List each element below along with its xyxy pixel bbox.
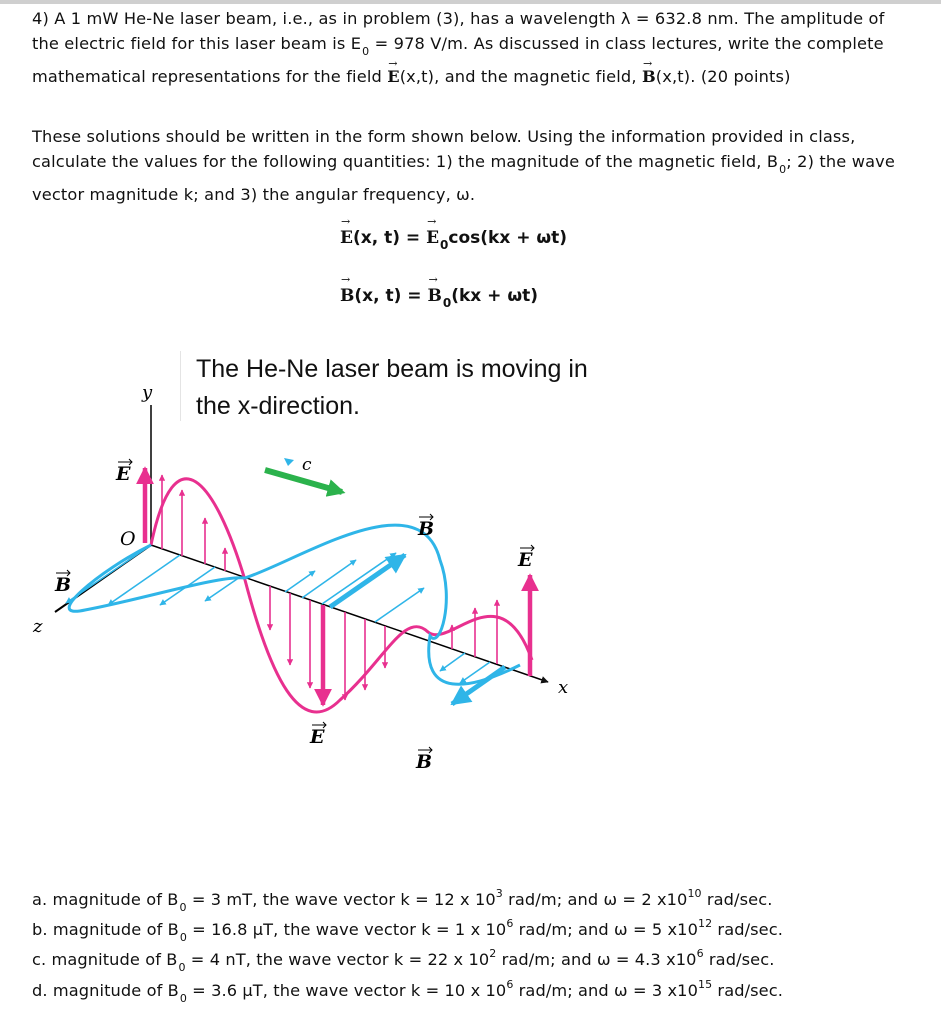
c-s2: 6 xyxy=(696,947,704,960)
b-vector-main-top xyxy=(330,555,405,607)
c-s1: 2 xyxy=(489,947,497,960)
eq2-b-symbol: → B xyxy=(340,286,354,306)
label-b-left: B xyxy=(55,574,72,596)
em-wave-diagram xyxy=(0,370,941,790)
direction-note: The He-Ne laser beam is moving in the x-direction. xyxy=(196,355,588,420)
label-e-right: E xyxy=(518,549,533,571)
instructions-text-1: These solutions should be written in the form shown below. Using the information provided in class, calculate the values for the following quantities: 1) the magnitude of the magnetic field, B xyxy=(32,127,856,171)
c-sub: 0 xyxy=(178,961,186,974)
label-e-bottom: E xyxy=(310,726,325,748)
label-z: z xyxy=(33,616,43,637)
d-t2: rad/m; and ω = 3 x10 xyxy=(513,981,698,1000)
answer-option-b[interactable] xyxy=(32,917,932,944)
a-t2: rad/m; and ω = 2 x10 xyxy=(502,890,688,909)
d-s1: 6 xyxy=(506,978,514,991)
d-label: d. magnitude of B xyxy=(32,981,179,1000)
b-s1: 6 xyxy=(506,917,514,930)
problem-text-3: (x,t), and the magnetic field, xyxy=(399,67,642,86)
answer-option-c[interactable] xyxy=(32,947,932,974)
c-label: c. magnitude of B xyxy=(32,950,178,969)
a-label: a. magnitude of B xyxy=(32,890,179,909)
b-s2: 12 xyxy=(697,917,713,930)
b0-subscript: 0 xyxy=(779,163,787,176)
d-t3: rad/sec. xyxy=(712,981,783,1000)
eq1-e-symbol: → E xyxy=(340,228,353,248)
eq1-tail: cos(kx + ωt) xyxy=(448,228,568,248)
a-sub: 0 xyxy=(179,901,187,914)
c-t3: rad/sec. xyxy=(703,950,775,969)
a-t3: rad/sec. xyxy=(701,890,773,909)
a-s2: 10 xyxy=(687,887,702,900)
electric-field-equation xyxy=(340,228,567,252)
problem-text-1: 4) A 1 mW He-Ne laser beam, i.e., as in problem (3), has a wavelength λ = 632.8 nm. The amplitude of the electric field for this laser beam is E xyxy=(32,9,885,53)
b-t3: rad/sec. xyxy=(712,920,783,939)
label-x: x xyxy=(558,677,569,698)
c-t1: = 4 nT, the wave vector k = 22 x 10 xyxy=(185,950,490,969)
a-s1: 3 xyxy=(495,887,503,900)
label-origin: O xyxy=(120,528,136,550)
a-t1: = 3 mT, the wave vector k = 12 x 10 xyxy=(186,890,496,909)
b-wave xyxy=(69,525,520,684)
answer-option-d[interactable] xyxy=(32,978,932,1005)
answer-option-a[interactable] xyxy=(32,887,932,914)
eq1-mid: (x, t) = xyxy=(352,228,427,248)
eq2-mid: (x, t) = xyxy=(354,286,428,306)
instructions xyxy=(32,124,912,207)
b-vector-symbol: → B xyxy=(642,64,656,89)
d-s2: 15 xyxy=(697,978,713,991)
top-divider xyxy=(0,0,941,4)
eq2-sub: 0 xyxy=(442,296,452,310)
label-c: c xyxy=(302,455,312,475)
eq2-b0-symbol: → B xyxy=(427,286,441,306)
c-t2: rad/m; and ω = 4.3 x10 xyxy=(496,950,697,969)
label-b-top: B xyxy=(418,518,435,540)
label-e-top: E xyxy=(116,463,131,485)
b-label: b. magnitude of B xyxy=(32,920,179,939)
problem-statement xyxy=(32,6,912,89)
magnetic-field-equation xyxy=(340,286,538,310)
label-y: y xyxy=(142,382,153,403)
vector-overbars xyxy=(56,459,534,753)
eq1-e0-symbol: → E xyxy=(426,228,439,248)
b-t1: = 16.8 μT, the wave vector k = 1 x 10 xyxy=(186,920,507,939)
problem-text-2: = 978 V/m. As discussed in class lectures, write the complete mathematical representations for the field xyxy=(32,34,884,86)
eq1-sub: 0 xyxy=(440,238,449,252)
problem-text-4: (x,t). (20 points) xyxy=(655,67,791,86)
e-vector-symbol: → E xyxy=(387,64,400,89)
c-arrow-head-icon xyxy=(284,458,294,466)
e-wave xyxy=(151,479,532,712)
label-b-bottom: B xyxy=(416,751,433,773)
d-t1: = 3.6 μT, the wave vector k = 10 x 10 xyxy=(186,981,507,1000)
instructions-text-2: ; 2) the wave vector magnitude k; and 3) the angular frequency, ω. xyxy=(32,152,895,204)
eq2-tail: (kx + ωt) xyxy=(451,286,538,306)
e0-subscript: 0 xyxy=(362,45,370,58)
d-sub: 0 xyxy=(179,992,187,1005)
b-sub: 0 xyxy=(179,931,187,944)
b-t2: rad/m; and ω = 5 x10 xyxy=(513,920,698,939)
